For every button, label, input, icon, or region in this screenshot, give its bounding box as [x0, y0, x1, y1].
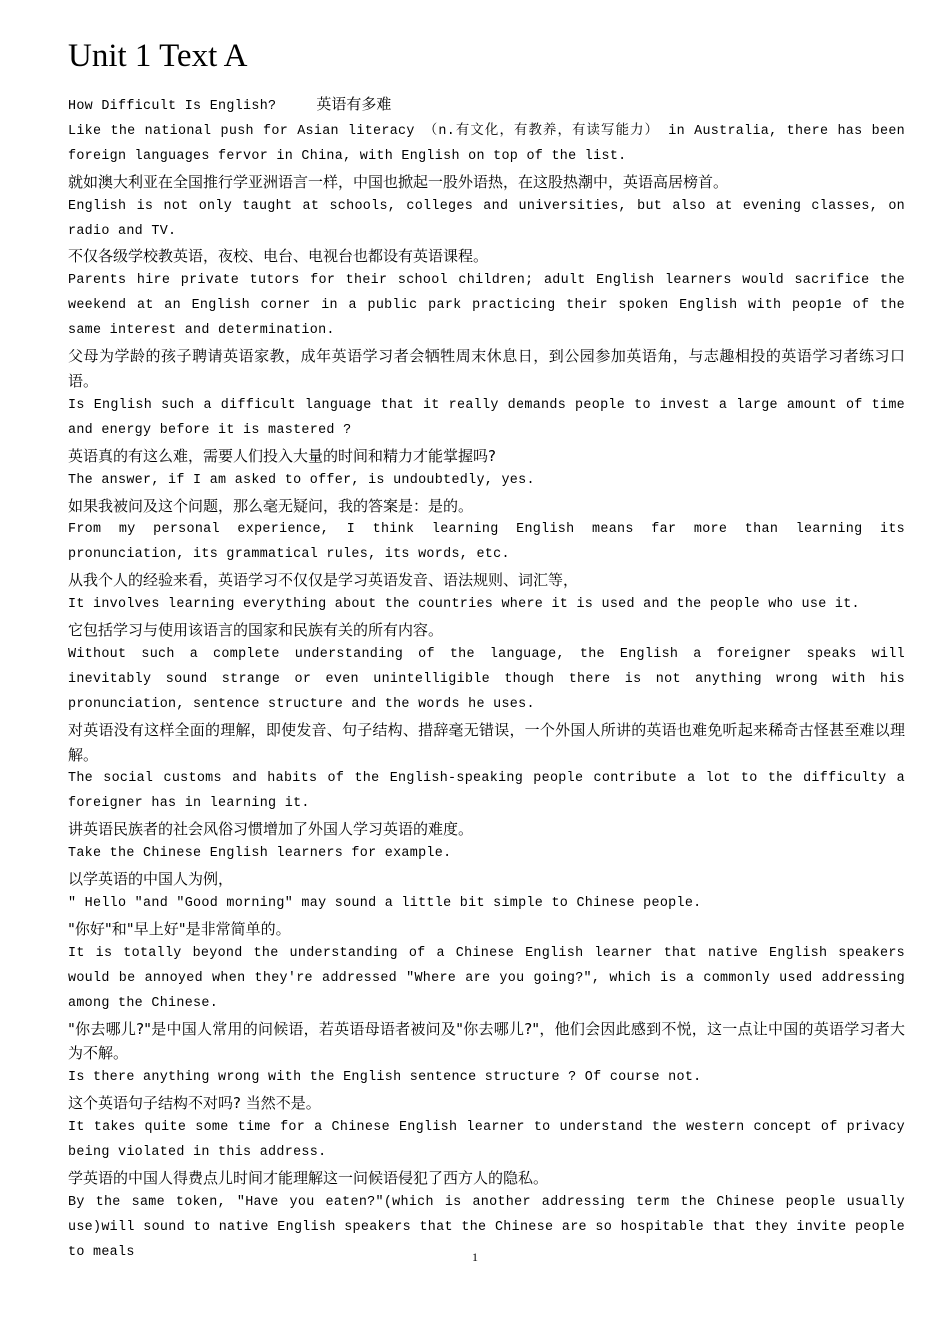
chinese-translation-line: 如果我被问及这个问题，那么毫无疑问，我的答案是：是的。 — [68, 496, 474, 515]
english-sentence-line: It takes quite some time for a Chinese English learner to understand the western concept of privacy being violated in this address. — [68, 1120, 905, 1161]
chinese-translation-line: 它包括学习与使用该语言的国家和民族有关的所有内容。 — [68, 621, 444, 640]
english-sentence-line: Is English such a difficult language that it really demands people to invest a large amount of time and energy before it is mastered ? — [68, 397, 905, 438]
page-title: Unit 1 Text A — [68, 38, 248, 74]
body-text — [68, 120, 905, 1266]
subtitle-chinese: 英语有多难 — [316, 95, 392, 113]
english-sentence-line: Is there anything wrong with the English sentence structure ? Of course not. — [68, 1070, 702, 1086]
chinese-translation-line: "你好"和"早上好"是非常简单的。 — [68, 919, 291, 938]
english-sentence-line: The answer, if I am asked to offer, is undoubtedly, yes. — [68, 472, 535, 488]
english-sentence-line: English is not only taught at schools, colleges and universities, but also at evening classes, on radio and TV. — [68, 198, 905, 239]
english-sentence-line: Parents hire private tutors for their school children; adult English learners would sacrifice the weekend at an English corner in a public park practicing their spoken English with peop1e of the same interest and determination. — [68, 273, 905, 339]
chinese-translation-line: 就如澳大利亚在全国推行学亚洲语言一样，中国也掀起一股外语热，在这股热潮中，英语高居榜首。 — [68, 172, 729, 191]
chinese-translation-line: 讲英语民族者的社会风俗习惯增加了外国人学习英语的难度。 — [68, 820, 474, 839]
document-page — [68, 36, 905, 1266]
english-sentence-line: " Hello "and "Good morning" may sound a little bit simple to Chinese people. — [68, 896, 702, 911]
page-number: 1 — [472, 1250, 478, 1264]
english-sentence-line: Like the national push for Asian literacy （n.有文化，有教养，有读写能力） in Australia, there has been foreign languages fervor in China, with English on top of the list. — [68, 123, 905, 164]
subtitle-line — [68, 92, 905, 120]
english-sentence-line: The social customs and habits of the English-speaking people contribute a lot to the difficulty a foreigner has in learning it. — [68, 771, 905, 812]
english-sentence-line: Take the Chinese English learners for example. — [68, 846, 452, 862]
subtitle-english: How Difficult Is English? — [68, 99, 277, 114]
chinese-translation-line: 对英语没有这样全面的理解，即使发音、句子结构、措辞毫无错误，一个外国人所讲的英语也难免听起来稀奇古怪甚至难以理解。 — [68, 720, 905, 764]
chinese-translation-line: 英语真的有这么难，需要人们投入大量的时间和精力才能掌握吗? — [68, 446, 496, 465]
chinese-translation-line: 学英语的中国人得费点儿时间才能理解这一问候语侵犯了西方人的隐私。 — [68, 1168, 549, 1187]
chinese-translation-line: 从我个人的经验来看，英语学习不仅仅是学习英语发音、语法规则、词汇等， — [68, 571, 579, 590]
chinese-translation-line: 父母为学龄的孩子聘请英语家教，成年英语学习者会牺牲周末休息日，到公园参加英语角，与志趣相投的英语学习者练习口语。 — [68, 347, 905, 390]
english-sentence-line: From my personal experience, I think learning English means far more than learning its pronunciation, its grammatical rules, its words, etc. — [68, 522, 905, 563]
english-sentence-line: It is totally beyond the understanding of a Chinese English learner that native English speakers would be annoyed when they're addressed "Where are you going?", which is a commonly used addressing among the Chinese. — [68, 945, 905, 1011]
english-sentence-line: It involves learning everything about the countries where it is used and the people who use it. — [68, 597, 860, 613]
chinese-translation-line: "你去哪儿?"是中国人常用的问候语，若英语母语者被问及"你去哪儿?"，他们会因此感到不悦，这一点让中国的英语学习者大为不解。 — [68, 1019, 905, 1063]
chinese-translation-line: 以学英语的中国人为例， — [68, 870, 234, 889]
english-sentence-line: Without such a complete understanding of the language, the English a foreigner speaks will inevitably sound strange or even unintelligible though there is not anything wrong with his pronunciation, sentence structure and the words he uses. — [68, 646, 905, 712]
chinese-translation-line: 不仅各级学校教英语，夜校、电台、电视台也都设有英语课程。 — [68, 247, 489, 266]
english-sentence-line: By the same token, "Have you eaten?"(which is another addressing term the Chinese people usually use)will sound to native English speakers that the Chinese are so hospitable that they invite people to meals — [68, 1194, 905, 1260]
chinese-translation-line: 这个英语句子结构不对吗? 当然不是。 — [68, 1094, 321, 1113]
